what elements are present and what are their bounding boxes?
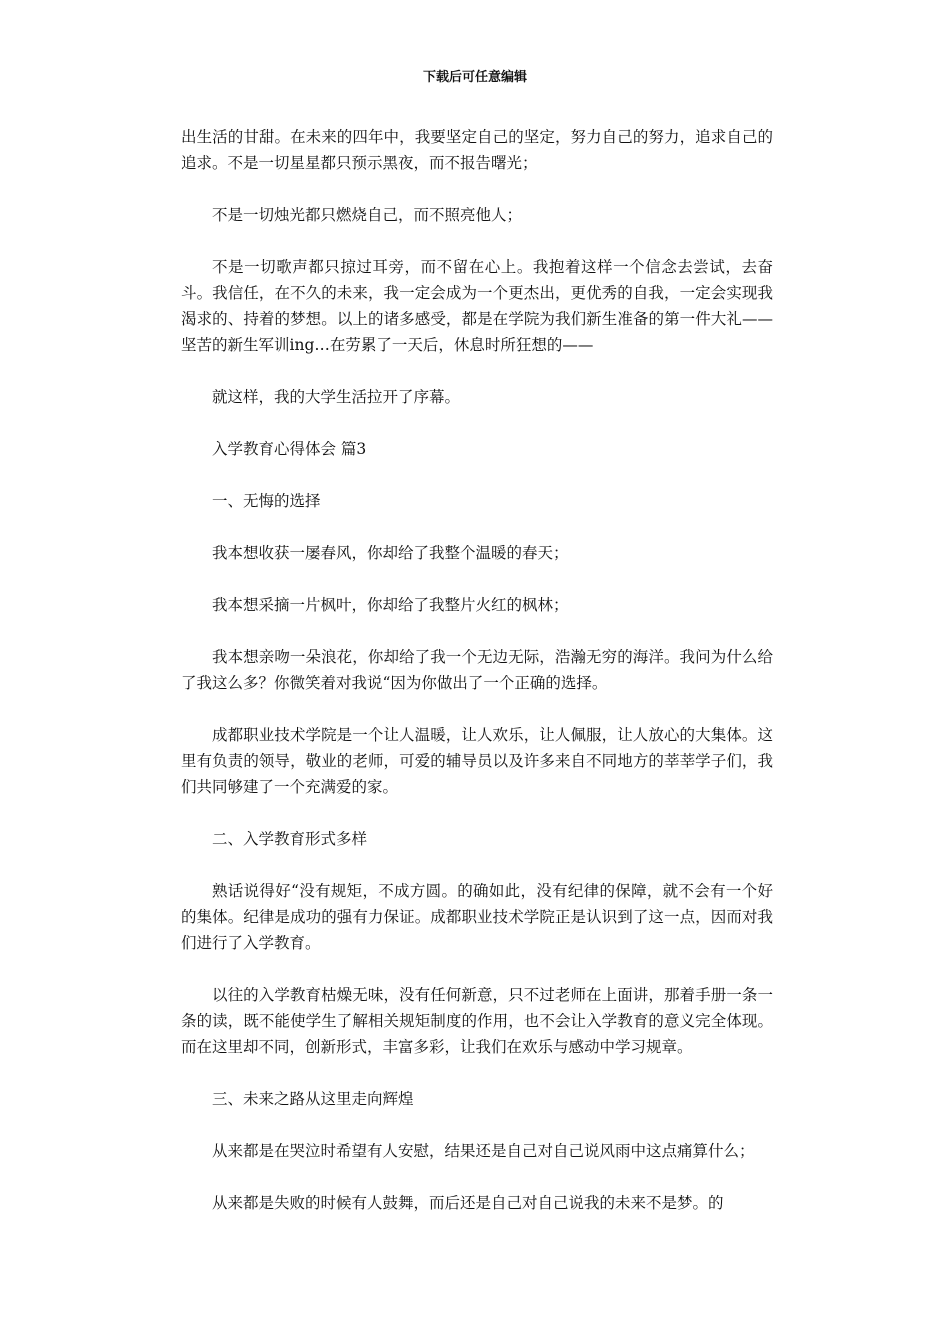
subsection-heading: 三、未来之路从这里走向辉煌 bbox=[212, 1090, 414, 1108]
paragraph: 出生活的甘甜。在未来的四年中，我要坚定自己的坚定，努力自己的努力，追求自己的追求。不是一切星星都只预示黑夜，而不报告曙光； bbox=[181, 128, 773, 172]
page-header: 下载后可任意编辑 bbox=[422, 70, 527, 85]
document-body bbox=[181, 124, 773, 1242]
paragraph: 我本想采摘一片枫叶，你却给了我整片火红的枫林； bbox=[212, 596, 569, 614]
section-title: 入学教育心得体会 篇3 bbox=[212, 440, 367, 458]
paragraph: 从来都是失败的时候有人鼓舞，而后还是自己对自己说我的未来不是梦。的 bbox=[212, 1194, 724, 1212]
paragraph: 就这样，我的大学生活拉开了序幕。 bbox=[212, 388, 461, 406]
paragraph: 熟话说得好“没有规矩，不成方圆。的确如此，没有纪律的保障，就不会有一个好的集体。纪律是成功的强有力保证。成都职业技术学院正是认识到了这一点，因而对我们进行了入学教育。 bbox=[181, 882, 773, 952]
paragraph: 成都职业技术学院是一个让人温暖，让人欢乐，让人佩服，让人放心的大集体。这里有负责的领导，敬业的老师，可爱的辅导员以及许多来自不同地方的莘莘学子们，我们共同够建了一个充满爱的家。 bbox=[181, 726, 773, 796]
paragraph: 以往的入学教育枯燥无味，没有任何新意，只不过老师在上面讲，那着手册一条一条的读，既不能使学生了解相关规矩制度的作用，也不会让入学教育的意义完全体现。而在这里却不同，创新形式，丰富多彩，让我们在欢乐与感动中学习规章。 bbox=[181, 986, 773, 1056]
paragraph: 我本想收获一屡春风，你却给了我整个温暖的春天； bbox=[212, 544, 569, 562]
paragraph: 不是一切歌声都只掠过耳旁，而不留在心上。我抱着这样一个信念去尝试，去奋斗。我信任，在不久的未来，我一定会成为一个更杰出，更优秀的自我，一定会实现我渴求的、持着的梦想。以上的诸多感受，都是在学院为我们新生准备的第一件大礼——坚苦的新生军训ing…在劳累了一天后，休息时所狂想的—— bbox=[181, 258, 773, 354]
paragraph: 从来都是在哭泣时希望有人安慰，结果还是自己对自己说风雨中这点痛算什么； bbox=[212, 1142, 755, 1160]
paragraph: 不是一切烛光都只燃烧自己，而不照亮他人； bbox=[212, 206, 523, 224]
paragraph: 我本想亲吻一朵浪花，你却给了我一个无边无际，浩瀚无穷的海洋。我问为什么给了我这么多？你微笑着对我说“因为你做出了一个正确的选择。 bbox=[181, 648, 773, 692]
subsection-heading: 一、无悔的选择 bbox=[212, 492, 321, 510]
subsection-heading: 二、入学教育形式多样 bbox=[212, 830, 368, 848]
